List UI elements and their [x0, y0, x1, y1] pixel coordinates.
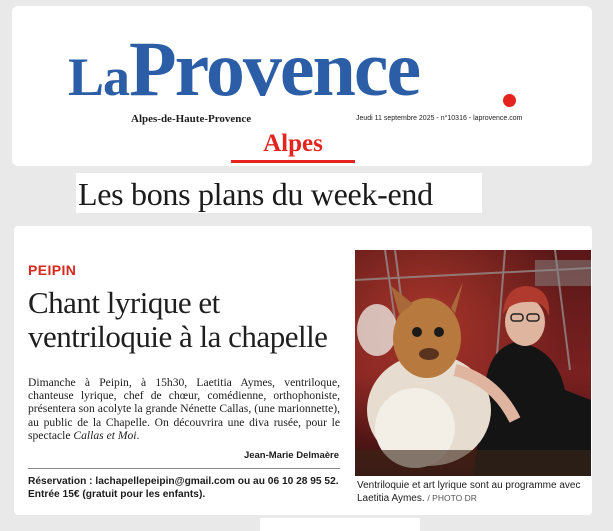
byline-rule [28, 468, 340, 469]
caption-text: Ventriloquie et art lyrique sont au programme avec Laetitia Aymes. [357, 480, 581, 504]
dateline: Jeudi 11 septembre 2025 - n°10316 - laprovence.com [356, 115, 523, 122]
page-banner-title: Les bons plans du week-end [78, 176, 433, 212]
reservation-info: Réservation : lachapellepeipin@gmail.com ou au 06 10 28 95 52. Entrée 15€ (gratuit pour les enfants). [28, 476, 339, 500]
logo-la: La [68, 47, 130, 107]
bottom-strip [260, 518, 420, 531]
logo-dot [503, 94, 516, 107]
show-title: Callas et Moi [73, 428, 137, 442]
article-photo [355, 250, 591, 476]
article-kicker: PEIPIN [28, 262, 77, 278]
photo-caption [357, 479, 593, 505]
section-rule [231, 160, 355, 163]
newspaper-logo [68, 24, 419, 114]
article-body [28, 376, 340, 442]
article-body-end: . [136, 428, 140, 442]
article-byline: Jean-Marie Delmaère [243, 450, 339, 461]
section-title: Alpes [263, 130, 323, 157]
logo-provence: Provence [129, 25, 420, 112]
edition-name: Alpes-de-Haute-Provence [131, 113, 252, 125]
article-headline: Chant lyrique et ventriloquie à la chapelle [28, 285, 328, 354]
photo-credit: / PHOTO DR [427, 493, 477, 503]
article-body-text: Dimanche à Peipin, à 15h30, Laetitia Aymes, ventriloque, chanteuse lyrique, chef de chœur, comédienne, orthophoniste, présentera son acolyte la grande Nénette Callas, (une marionnette), au public de la Chapelle. On découvrira une diva rusée, pour le spectacle [28, 376, 340, 442]
